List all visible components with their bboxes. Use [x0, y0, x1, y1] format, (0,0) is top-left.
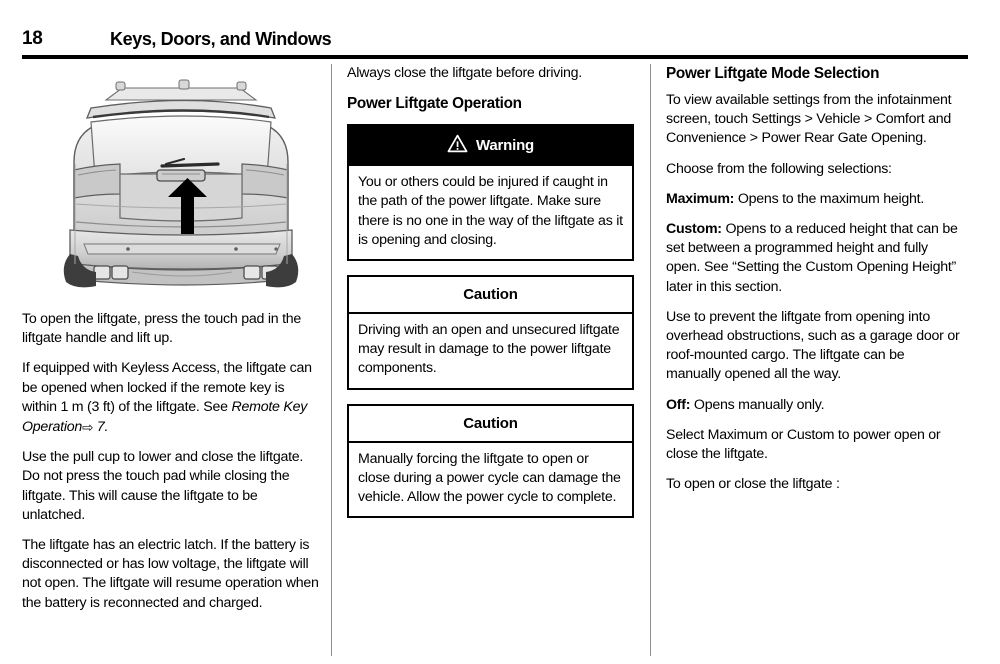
caution-box-manual-force-body	[349, 443, 632, 517]
warning-box	[347, 124, 634, 261]
paragraph-choose-selections: Choose from the following selections:	[666, 160, 892, 177]
header-divider-rule	[22, 55, 968, 59]
keyless-lead-text: If equipped with Keyless Access, the liftgate can be opened when locked if the remote key is within 1 m (3 ft) of the liftgate. See	[22, 360, 312, 415]
rear-view-suv-illustration	[44, 74, 330, 296]
warning-box-title: Warning	[475, 137, 535, 155]
middle-column	[347, 64, 634, 532]
cross-reference-page: 7.	[96, 419, 109, 436]
option-custom	[666, 220, 962, 297]
paragraph-electric-latch: The liftgate has an electric latch. If the battery is disconnected or has low voltage, the liftgate will not open. The liftgate will resume operation when the battery is reconnected and charged.	[22, 537, 319, 611]
caution-box-driving-header: Caution	[349, 277, 632, 314]
page-header	[0, 0, 1000, 58]
paragraph-open-liftgate: To open the liftgate, press the touch pad in the liftgate handle and lift up.	[22, 311, 302, 347]
caution-box-driving	[347, 275, 634, 390]
warning-triangle-icon	[447, 134, 468, 157]
column-divider-left	[331, 64, 332, 656]
option-off-label: Off:	[666, 396, 691, 413]
page-number: 18	[22, 28, 43, 49]
option-off-text: Opens manually only.	[690, 396, 825, 413]
cross-reference-title: Remote Key Operation	[22, 398, 308, 436]
option-custom-text: Opens to a reduced height that can be set between a programmed height and fully open. See “Setting the Custom Opening Height” later in this section.	[666, 221, 958, 295]
paragraph-pull-cup: Use the pull cup to lower and close the liftgate. Do not press the touch pad while closing the liftgate. This will cause the liftgate to be unlatched.	[22, 449, 304, 523]
paragraph-prevent-obstructions: Use to prevent the liftgate from opening into overhead obstructions, such as a garage door or roof-mounted cargo. The liftgate can be manually opened all the way.	[666, 308, 960, 383]
column-divider-right	[650, 64, 651, 656]
paragraph-keyless-access	[22, 359, 320, 437]
page-reference-arrow-icon: ⇨	[82, 420, 94, 436]
option-maximum-label: Maximum:	[666, 190, 735, 207]
caution-box-driving-text: Driving with an open and unsecured liftgate may result in damage to the power liftgate components.	[358, 322, 620, 377]
chapter-title: Keys, Doors, and Windows	[110, 29, 332, 49]
paragraph-to-open-or-close: To open or close the liftgate :	[666, 476, 840, 493]
left-column-text	[22, 310, 320, 613]
caution-box-driving-body	[349, 314, 632, 388]
option-maximum	[666, 190, 962, 209]
warning-box-text: You or others could be injured if caught in the path of the power liftgate. Make sure there is no one in the way of the liftgate as it is opening and closing.	[358, 174, 623, 248]
warning-box-body	[349, 166, 632, 259]
option-off	[666, 396, 962, 415]
caution-box-manual-force-header: Caution	[349, 406, 632, 443]
right-column	[666, 64, 962, 494]
option-maximum-text: Opens to the maximum height.	[734, 190, 925, 207]
caution-box-manual-force-text: Manually forcing the liftgate to open or close during a power cycle can damage the vehicle. Allow the power cycle to complete.	[358, 450, 621, 506]
paragraph-always-close: Always close the liftgate before driving.	[347, 65, 583, 81]
paragraph-infotainment-path: To view available settings from the infotainment screen, touch Settings > Vehicle > Comfort and Convenience > Power Rear Gate Opening.	[666, 92, 952, 147]
page-columns	[0, 64, 1000, 662]
heading-power-liftgate-operation: Power Liftgate Operation	[347, 95, 522, 113]
paragraph-select-mode: Select Maximum or Custom to power open or close the liftgate.	[666, 426, 941, 463]
heading-power-liftgate-mode-selection: Power Liftgate Mode Selection	[666, 65, 880, 82]
caution-box-manual-force	[347, 404, 634, 519]
option-custom-label: Custom:	[666, 221, 722, 238]
warning-box-header	[349, 126, 632, 166]
